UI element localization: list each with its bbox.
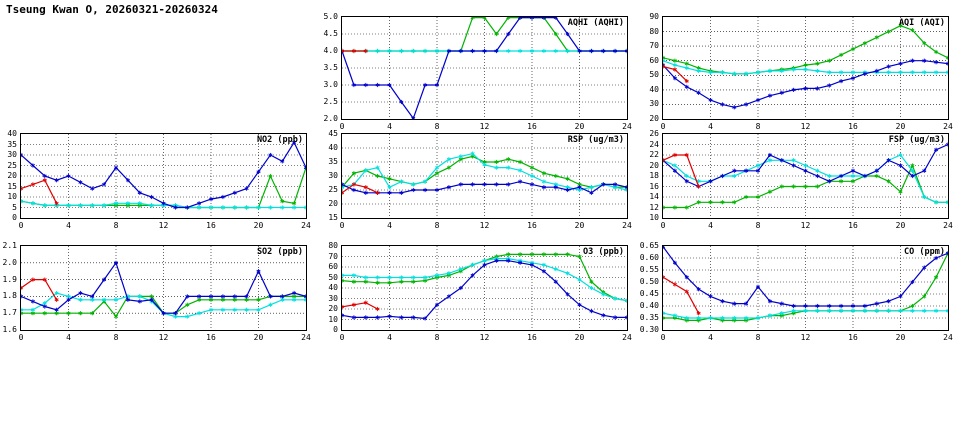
panel-title-aqhi: AQHI (AQHI)	[567, 18, 624, 28]
y-tick-label: 1.9	[2, 274, 17, 284]
x-tick-label: 0	[339, 333, 345, 342]
y-tick-label: 45	[328, 129, 338, 138]
x-tick-label: 0	[339, 221, 345, 230]
y-tick-label: 0.55	[639, 265, 659, 274]
x-tick-label: 4	[708, 122, 713, 131]
x-tick-label: 20	[895, 333, 906, 342]
x-tick-label: 20	[574, 122, 585, 131]
x-tick-label: 4	[708, 333, 713, 342]
panel-title-fsp: FSP (ug/m3)	[888, 135, 945, 145]
plot-area-rsp	[341, 133, 628, 219]
x-tick-label: 24	[622, 333, 632, 342]
x-tick-label: 4	[66, 221, 71, 230]
plot-svg-o3	[342, 246, 627, 330]
plot-svg-so2	[21, 246, 306, 330]
x-tick-label: 16	[527, 122, 537, 131]
y-tick-label: 0.65	[639, 241, 659, 250]
y-tick-label: 10	[649, 213, 659, 222]
y-tick-label: 4.5	[323, 29, 338, 38]
x-tick-label: 4	[708, 221, 713, 230]
y-tick-label: 20	[328, 199, 338, 208]
y-tick-label: 16	[649, 181, 659, 191]
plot-svg-co	[663, 246, 948, 330]
x-tick-label: 24	[943, 333, 953, 342]
x-tick-label: 16	[527, 333, 537, 342]
x-tick-label: 24	[622, 122, 632, 131]
y-tick-label: 2.0	[2, 257, 17, 267]
y-tick-label: 70	[649, 41, 659, 51]
x-tick-label: 12	[800, 333, 811, 342]
panel-title-rsp: RSP (ug/m3)	[567, 135, 624, 145]
x-tick-label: 24	[301, 333, 311, 342]
y-tick-label: 40	[649, 84, 659, 94]
x-tick-label: 24	[622, 221, 632, 230]
plot-area-so2	[20, 245, 307, 331]
x-tick-label: 16	[527, 221, 537, 230]
x-tick-label: 4	[387, 221, 392, 230]
x-tick-label: 8	[434, 221, 440, 230]
y-tick-label: 25	[7, 160, 17, 170]
x-tick-label: 8	[755, 221, 761, 230]
plot-svg-fsp	[663, 134, 948, 218]
plot-area-no2	[20, 133, 307, 219]
x-tick-label: 8	[755, 333, 761, 342]
y-tick-label: 10	[7, 192, 17, 201]
plot-svg-aqhi	[342, 17, 627, 119]
x-tick-label: 24	[301, 221, 311, 230]
x-tick-label: 0	[18, 221, 24, 230]
x-tick-label: 12	[158, 221, 169, 230]
x-tick-label: 16	[206, 333, 216, 342]
x-tick-label: 8	[434, 333, 440, 342]
y-tick-label: 0.50	[639, 277, 659, 286]
y-tick-label: 2.0	[323, 114, 338, 123]
y-tick-label: 60	[328, 262, 338, 271]
y-tick-label: 0	[333, 325, 338, 334]
x-tick-label: 8	[755, 122, 761, 131]
y-tick-label: 4.0	[323, 46, 338, 55]
y-tick-label: 1.8	[2, 291, 17, 301]
y-tick-label: 80	[328, 241, 338, 250]
plot-svg-aqi	[663, 17, 948, 119]
x-tick-label: 16	[848, 122, 858, 131]
y-tick-label: 35	[328, 157, 338, 166]
y-tick-label: 0.35	[639, 313, 659, 322]
y-tick-label: 20	[7, 171, 17, 180]
y-tick-label: 2.1	[2, 241, 17, 250]
x-tick-label: 20	[895, 122, 906, 131]
y-tick-label: 1.6	[2, 325, 17, 334]
y-tick-label: 50	[649, 70, 659, 80]
y-tick-label: 12	[649, 202, 659, 212]
y-tick-label: 30	[7, 150, 17, 159]
x-tick-label: 0	[660, 221, 666, 230]
x-tick-label: 20	[253, 333, 264, 342]
y-tick-label: 15	[328, 213, 338, 222]
plot-area-co	[662, 245, 949, 331]
plot-area-o3	[341, 245, 628, 331]
y-tick-label: 3.5	[323, 63, 338, 72]
y-tick-label: 40	[328, 283, 338, 292]
panel-title-no2: NO2 (ppb)	[256, 135, 303, 145]
y-tick-label: 5	[12, 202, 17, 212]
y-tick-label: 20	[328, 304, 338, 313]
y-tick-label: 20	[649, 114, 659, 123]
x-tick-label: 12	[800, 221, 811, 230]
x-tick-label: 20	[574, 333, 585, 342]
y-tick-label: 3.0	[323, 80, 338, 89]
y-tick-label: 18	[649, 171, 659, 180]
x-tick-label: 0	[660, 122, 666, 131]
y-tick-label: 50	[328, 272, 338, 282]
y-tick-label: 10	[328, 314, 338, 324]
x-tick-label: 4	[387, 122, 392, 131]
y-tick-label: 70	[328, 251, 338, 261]
plot-area-aqhi	[341, 16, 628, 120]
x-tick-label: 4	[387, 333, 392, 342]
panel-title-so2: SO2 (ppb)	[256, 247, 303, 257]
x-tick-label: 20	[253, 221, 264, 230]
y-tick-label: 0.30	[639, 325, 659, 334]
x-tick-label: 12	[479, 122, 490, 131]
y-tick-label: 0.40	[639, 301, 659, 310]
y-tick-label: 90	[649, 12, 659, 21]
x-tick-label: 0	[660, 333, 666, 342]
x-tick-label: 8	[434, 122, 440, 131]
plot-area-fsp	[662, 133, 949, 219]
y-tick-label: 26	[649, 129, 659, 138]
y-tick-label: 35	[7, 139, 17, 149]
y-tick-label: 30	[328, 293, 338, 303]
y-tick-label: 15	[7, 181, 17, 191]
x-tick-label: 16	[848, 221, 858, 230]
y-tick-label: 22	[649, 150, 659, 159]
y-tick-label: 1.7	[2, 308, 17, 318]
x-tick-label: 16	[848, 333, 858, 342]
x-tick-label: 12	[479, 333, 490, 342]
plot-area-aqi	[662, 16, 949, 120]
y-tick-label: 40	[328, 143, 338, 152]
x-tick-label: 20	[895, 221, 906, 230]
y-tick-label: 0.45	[639, 289, 659, 298]
y-tick-label: 2.5	[323, 97, 338, 106]
x-tick-label: 24	[943, 221, 953, 230]
y-tick-label: 60	[649, 55, 659, 65]
x-tick-label: 8	[113, 333, 119, 342]
x-tick-label: 20	[574, 221, 585, 230]
y-tick-label: 80	[649, 26, 659, 36]
x-tick-label: 24	[943, 122, 953, 131]
x-tick-label: 8	[113, 221, 119, 230]
panel-title-co: CO (ppm)	[904, 247, 945, 257]
page-title: Tseung Kwan O, 20260321-20260324	[6, 3, 218, 16]
panel-title-o3: O3 (ppb)	[583, 247, 624, 257]
x-tick-label: 0	[18, 333, 24, 342]
y-tick-label: 40	[7, 129, 17, 138]
y-tick-label: 0	[12, 213, 17, 222]
y-tick-label: 5.0	[323, 12, 338, 21]
x-tick-label: 16	[206, 221, 216, 230]
x-tick-label: 0	[339, 122, 345, 131]
x-tick-label: 12	[800, 122, 811, 131]
x-tick-label: 12	[158, 333, 169, 342]
plot-svg-rsp	[342, 134, 627, 218]
y-tick-label: 0.60	[639, 253, 659, 262]
panel-title-aqi: AQI (AQI)	[898, 18, 945, 28]
x-tick-label: 4	[66, 333, 71, 342]
y-tick-label: 30	[649, 99, 659, 109]
plot-svg-no2	[21, 134, 306, 218]
y-tick-label: 30	[328, 171, 338, 180]
y-tick-label: 20	[649, 160, 659, 170]
y-tick-label: 14	[649, 192, 659, 201]
y-tick-label: 24	[649, 139, 659, 149]
y-tick-label: 25	[328, 185, 338, 194]
x-tick-label: 12	[479, 221, 490, 230]
